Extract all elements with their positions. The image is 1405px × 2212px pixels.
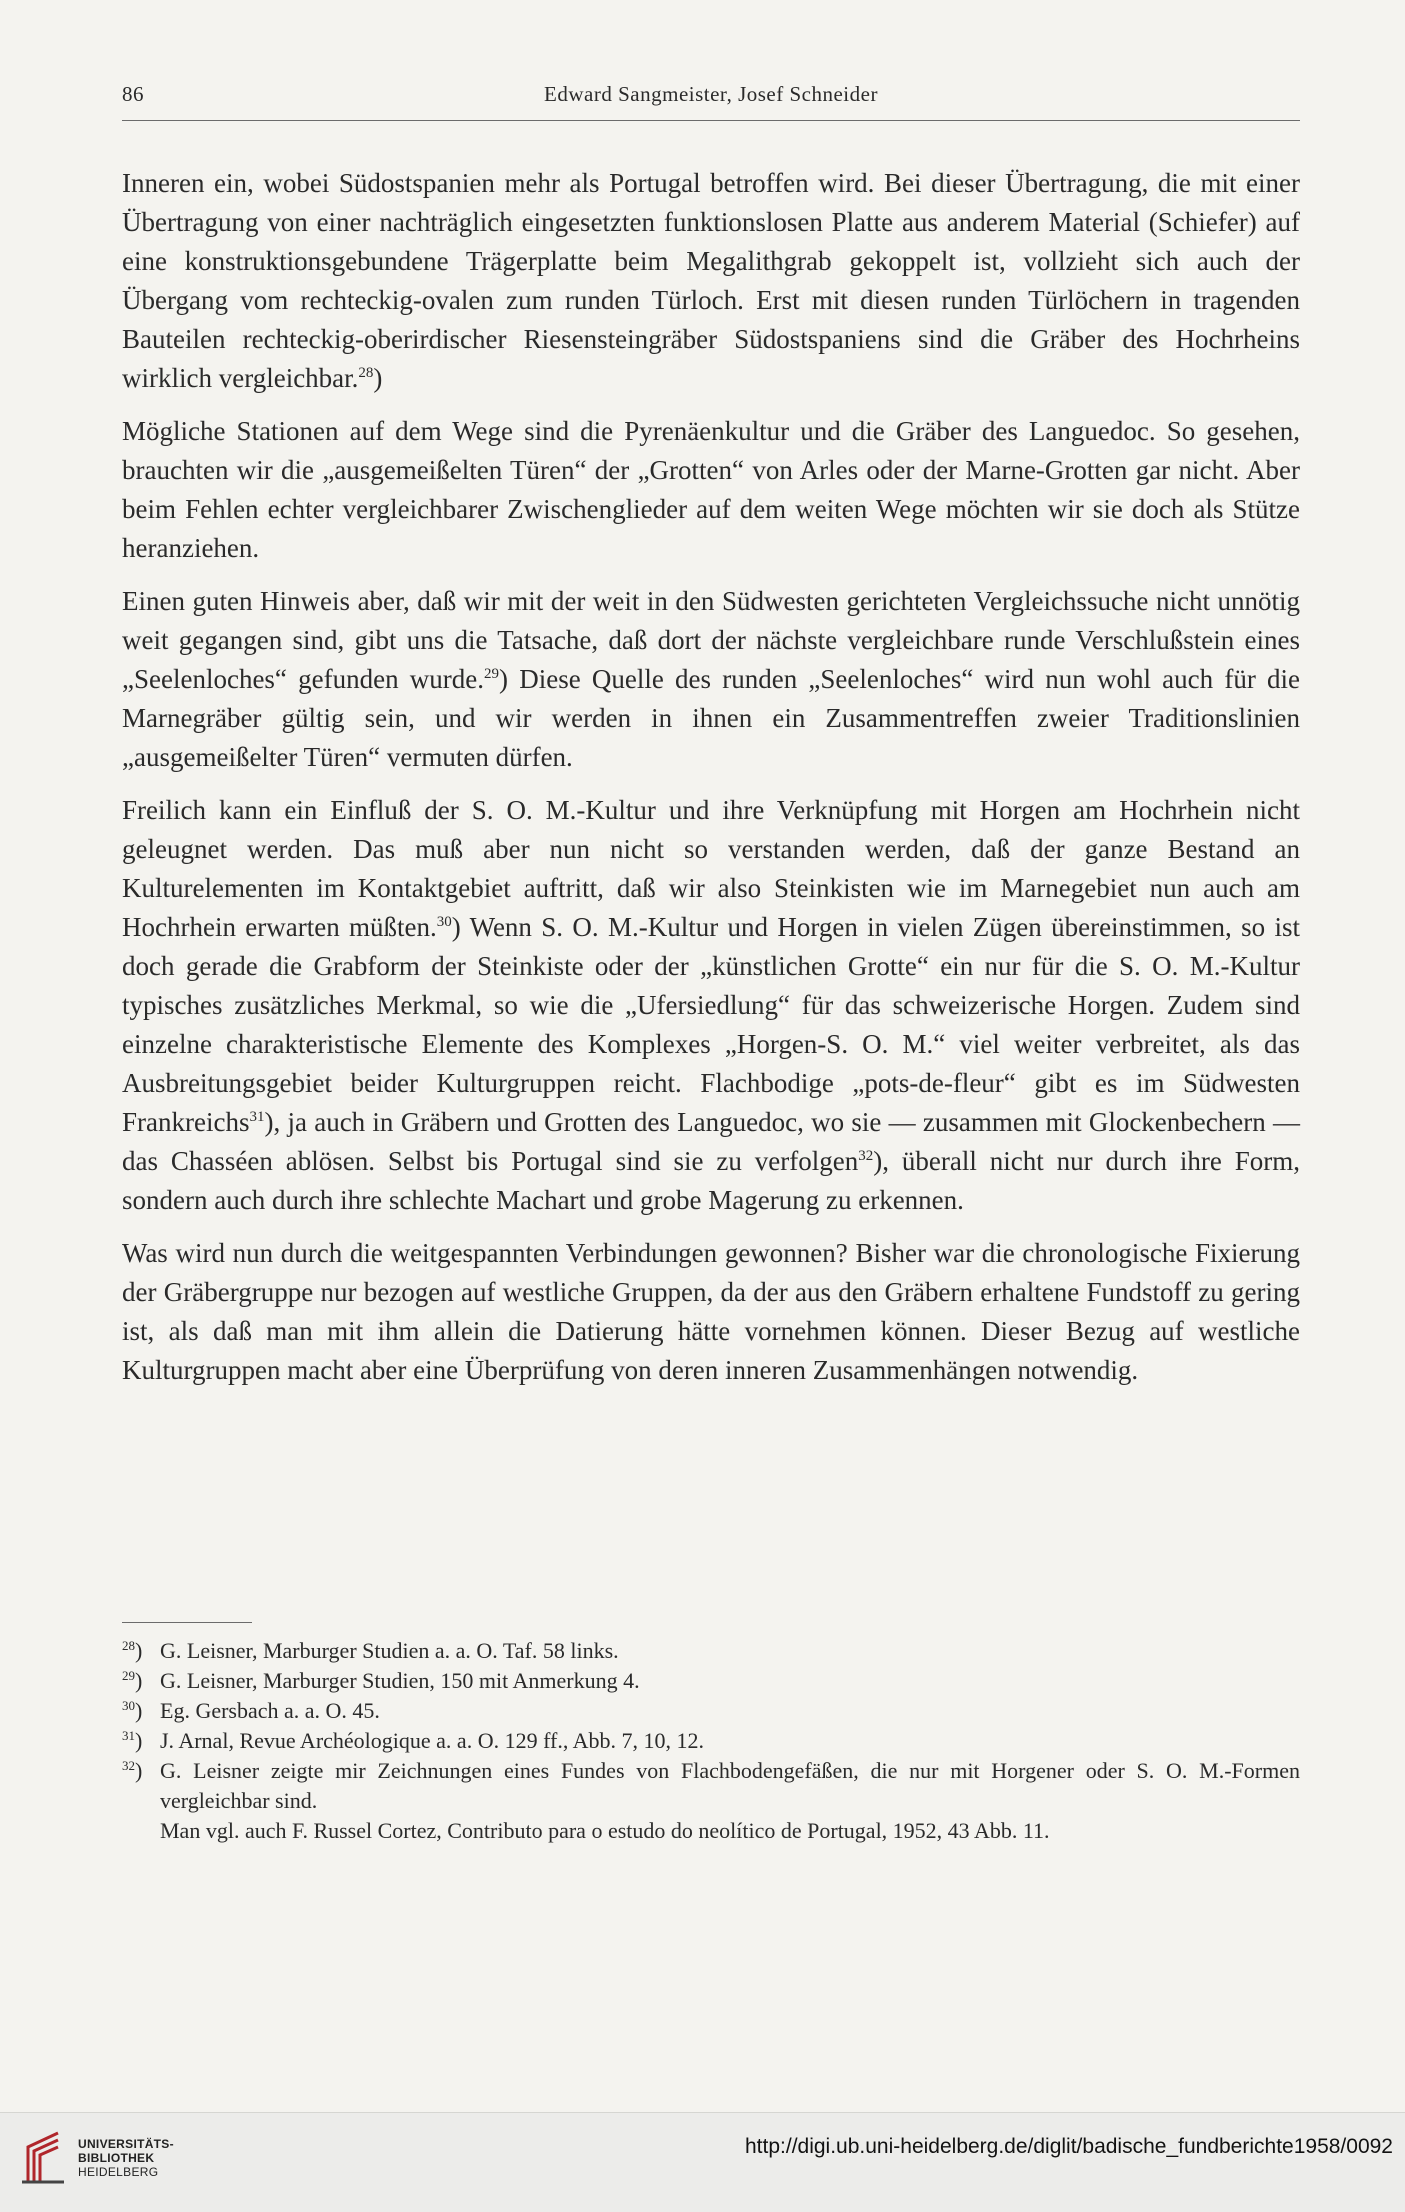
paragraph-text: Inneren ein, wobei Südostspanien mehr als Portugal betroffen wird. Bei dieser Übertragung, die mit einer Übertragung von einer nachträglich eingesetzten funktionslosen Platte aus anderem Material (Schiefer) auf eine konstruktionsgebundene Trägerplatte beim Megalithgrab gekoppelt ist, vollzieht sich auch der Übergang vom rechteckig-ovalen zum runden Türloch. Erst mit diesen runden Türlöchern in tragenden Bauteilen rechteckig-oberirdischer Riesensteingräber Südostspaniens sind die Gräber des Hochrheins wirklich vergleichbar. bbox=[122, 168, 1300, 393]
footnote-reference[interactable]: 28 bbox=[358, 365, 374, 381]
footnote-text: G. Leisner, Marburger Studien a. a. O. Taf. 58 links. bbox=[160, 1638, 619, 1663]
footnote bbox=[122, 1696, 1300, 1726]
body-paragraph bbox=[122, 791, 1300, 1220]
footnote bbox=[122, 1756, 1300, 1846]
library-line-1: UNIVERSITÄTS- bbox=[78, 2137, 174, 2151]
footnote-text: G. Leisner, Marburger Studien, 150 mit Anmerkung 4. bbox=[160, 1668, 640, 1693]
library-line-3: HEIDELBERG bbox=[78, 2165, 159, 2179]
footnote-marker: $^{29}$) bbox=[122, 1668, 143, 1693]
footnote-marker: $^{30}$) bbox=[122, 1698, 143, 1723]
footnote-number: 31 bbox=[122, 1728, 135, 1743]
paragraph-text: Was wird nun durch die weitgespannten Verbindungen gewonnen? Bisher war die chronologische Fixierung der Gräbergruppe nur bezogen auf westliche Gruppen, da der aus den Gräbern erhaltene Fundstoff zu gering ist, als daß man mit ihm allein die Datierung hätte vornehmen können. Dieser Bezug auf westliche Kulturgruppen macht aber eine Überprüfung von deren inneren Zusammenhängen notwendig. bbox=[122, 1238, 1300, 1385]
paragraph-text: Einen guten Hinweis aber, daß wir mit der weit in den Südwesten gerichteten Vergleichssuche nicht unnötig weit gegangen sind, gibt uns die Tatsache, daß dort der nächste vergleichbare runde Verschlußstein eines „Seelenloches“ gefunden wurde. bbox=[122, 586, 1300, 694]
library-name bbox=[78, 2137, 174, 2179]
footnote-text: G. Leisner zeigte mir Zeichnungen eines Fundes von Flachbodengefäßen, die nur mit Horgener oder S. O. M.-Formen vergleichbar sind. bbox=[160, 1758, 1300, 1813]
digitization-footer bbox=[0, 2112, 1405, 2212]
footnote-number: 30 bbox=[122, 1698, 135, 1713]
footnotes bbox=[122, 1636, 1300, 1846]
footnote-marker: $^{28}$) bbox=[122, 1638, 143, 1663]
footnote-number: 29 bbox=[122, 1668, 135, 1683]
footnote-number: 28 bbox=[122, 1638, 135, 1653]
body-text bbox=[122, 164, 1300, 1404]
footnote-text: J. Arnal, Revue Archéologique a. a. O. 129 ff., Abb. 7, 10, 12. bbox=[160, 1728, 705, 1753]
source-url-link[interactable]: http://digi.ub.uni-heidelberg.de/diglit/badische_fundberichte1958/0092 bbox=[745, 2135, 1393, 2158]
footnote-reference[interactable]: 30 bbox=[436, 914, 452, 930]
footnote-reference[interactable]: 31 bbox=[249, 1109, 265, 1125]
footnote-marker: $^{32}$) bbox=[122, 1758, 143, 1783]
paragraph-text: ) Wenn S. O. M.-Kultur und Horgen in vielen Zügen übereinstimmen, so ist doch gerade die Grabform der Steinkiste oder der „künstlichen Grotte“ ein nur für die S. O. M.-Kultur typisches zusätzliches Merkmal, so wie die „Ufersiedlung“ für das schweizerische Horgen. Zudem sind einzelne charakteristische Elemente des Komplexes „Horgen-S. O. M.“ viel weiter verbreitet, als das Ausbreitungsgebiet beider Kulturgruppen reicht. Flachbodige „pots-de-fleur“ gibt es im Südwesten Frankreichs bbox=[122, 912, 1300, 1137]
body-paragraph bbox=[122, 412, 1300, 568]
footnote-number: 32 bbox=[122, 1758, 135, 1773]
footnote bbox=[122, 1726, 1300, 1756]
paragraph-text: ), ja auch in Gräbern und Grotten des Languedoc, wo sie — zusammen mit Glockenbechern — das Chasséen ablösen. Selbst bis Portugal sind sie zu verfolgen bbox=[122, 1107, 1300, 1176]
body-paragraph bbox=[122, 164, 1300, 398]
footnote-reference[interactable]: 29 bbox=[484, 666, 500, 682]
paragraph-text: ) bbox=[373, 363, 383, 393]
paragraph-text: Mögliche Stationen auf dem Wege sind die Pyrenäenkultur und die Gräber des Languedoc. So gesehen, brauchten wir die „ausgemeißelten Türen“ der „Grotten“ von Arles oder der Marne-Grotten gar nicht. Aber beim Fehlen echter vergleichbarer Zwischenglieder auf dem weiten Wege möchten wir sie doch als Stütze heranziehen. bbox=[122, 416, 1300, 563]
footnote-continuation: Man vgl. auch F. Russel Cortez, Contributo para o estudo do neolítico de Portugal, 1952, 43 Abb. 11. bbox=[160, 1818, 1050, 1843]
footnote bbox=[122, 1636, 1300, 1666]
paragraph-text: ), überall nicht nur durch ihre Form, sondern auch durch ihre schlechte Machart und grobe Magerung zu erkennen. bbox=[122, 1146, 1300, 1215]
ub-heidelberg-logo-icon bbox=[18, 2127, 68, 2187]
body-paragraph bbox=[122, 1234, 1300, 1390]
page-number: 86 bbox=[122, 82, 144, 106]
footnote-marker: $^{31}$) bbox=[122, 1728, 143, 1753]
running-head bbox=[122, 82, 1300, 112]
running-head-authors: Edward Sangmeister, Josef Schneider bbox=[544, 82, 878, 106]
paragraph-text: Freilich kann ein Einfluß der S. O. M.-Kultur und ihre Verknüpfung mit Horgen am Hochrhein nicht geleugnet werden. Das muß aber nun nicht so verstanden werden, daß der ganze Bestand an Kulturelementen im Kontaktgebiet auftritt, daß wir also Steinkisten wie im Marnegebiet nun auch am Hochrhein erwarten müßten. bbox=[122, 795, 1300, 942]
library-line-2: BIBLIOTHEK bbox=[78, 2151, 155, 2165]
body-paragraph bbox=[122, 582, 1300, 777]
header-rule bbox=[122, 120, 1300, 121]
paragraph-text: ) Diese Quelle des runden „Seelenloches“ wird nun wohl auch für die Marnegräber gültig sein, und wir werden in ihnen ein Zusammentreffen zweier Traditionslinien „ausgemeißelter Türen“ vermuten dürfen. bbox=[122, 664, 1300, 772]
footnote-reference[interactable]: 32 bbox=[858, 1148, 874, 1164]
footnote bbox=[122, 1666, 1300, 1696]
footnote-text: Eg. Gersbach a. a. O. 45. bbox=[160, 1698, 380, 1723]
footnote-rule bbox=[122, 1622, 252, 1623]
